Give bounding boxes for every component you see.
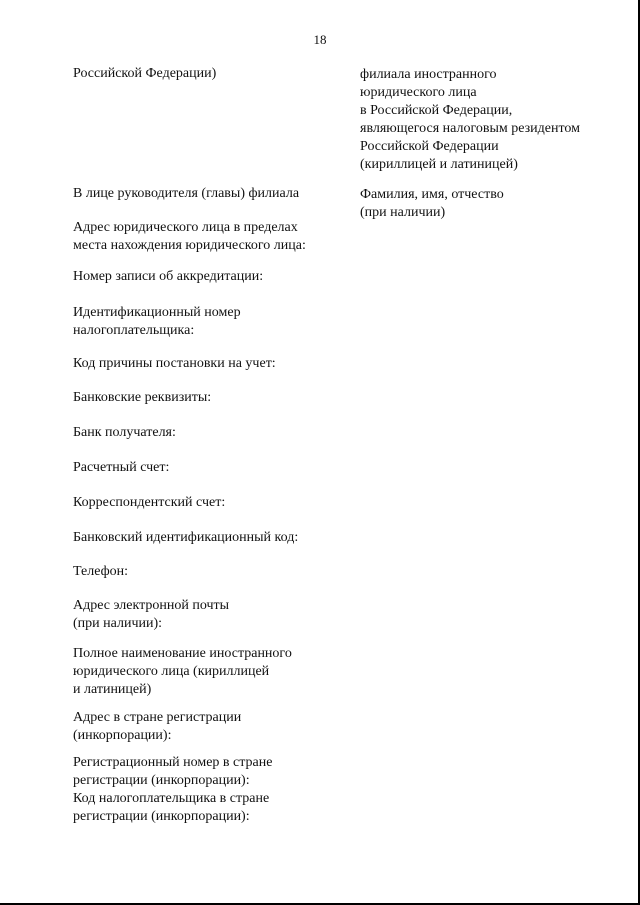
head-of-branch-label: В лице руководителя (главы) филиала (73, 186, 300, 201)
federation-end-text: Российской Федерации) (73, 66, 217, 81)
page-number: 18 (313, 32, 327, 47)
legal-address-label: Адрес юридического лица в пределах места нахождения юридического лица: (73, 220, 306, 253)
settlement-account-label: Расчетный счет: (73, 460, 170, 475)
branch-name-caption: филиала иностранного юридического лица в Российской Федерации, являющегося налоговым резидентом Российской Федерации (кириллицей и латиницей) (360, 67, 580, 172)
full-name-foreign-label: Полное наименование иностранного юридического лица (кириллицей и латиницей) (73, 646, 292, 697)
bank-details-label: Банковские реквизиты: (73, 390, 212, 405)
accreditation-record-label: Номер записи об аккредитации: (73, 269, 264, 284)
taxpayer-code-label: Код налогоплательщика в стране регистрации (инкорпорации): (73, 791, 270, 824)
head-name-caption: Фамилия, имя, отчество (при наличии) (360, 187, 504, 220)
recipient-bank-label: Банк получателя: (73, 425, 176, 440)
phone-label: Телефон: (73, 564, 129, 579)
kpp-label: Код причины постановки на учет: (73, 356, 276, 371)
registration-address-label: Адрес в стране регистрации (инкорпорации): (73, 710, 242, 743)
bik-label: Банковский идентификационный код: (73, 530, 299, 545)
correspondent-account-label: Корреспондентский счет: (73, 495, 226, 510)
registration-number-label: Регистрационный номер в стране регистрации (инкорпорации): (73, 755, 273, 788)
email-label: Адрес электронной почты (при наличии): (73, 598, 230, 631)
inn-label: Идентификационный номер налогоплательщика: (73, 305, 241, 338)
